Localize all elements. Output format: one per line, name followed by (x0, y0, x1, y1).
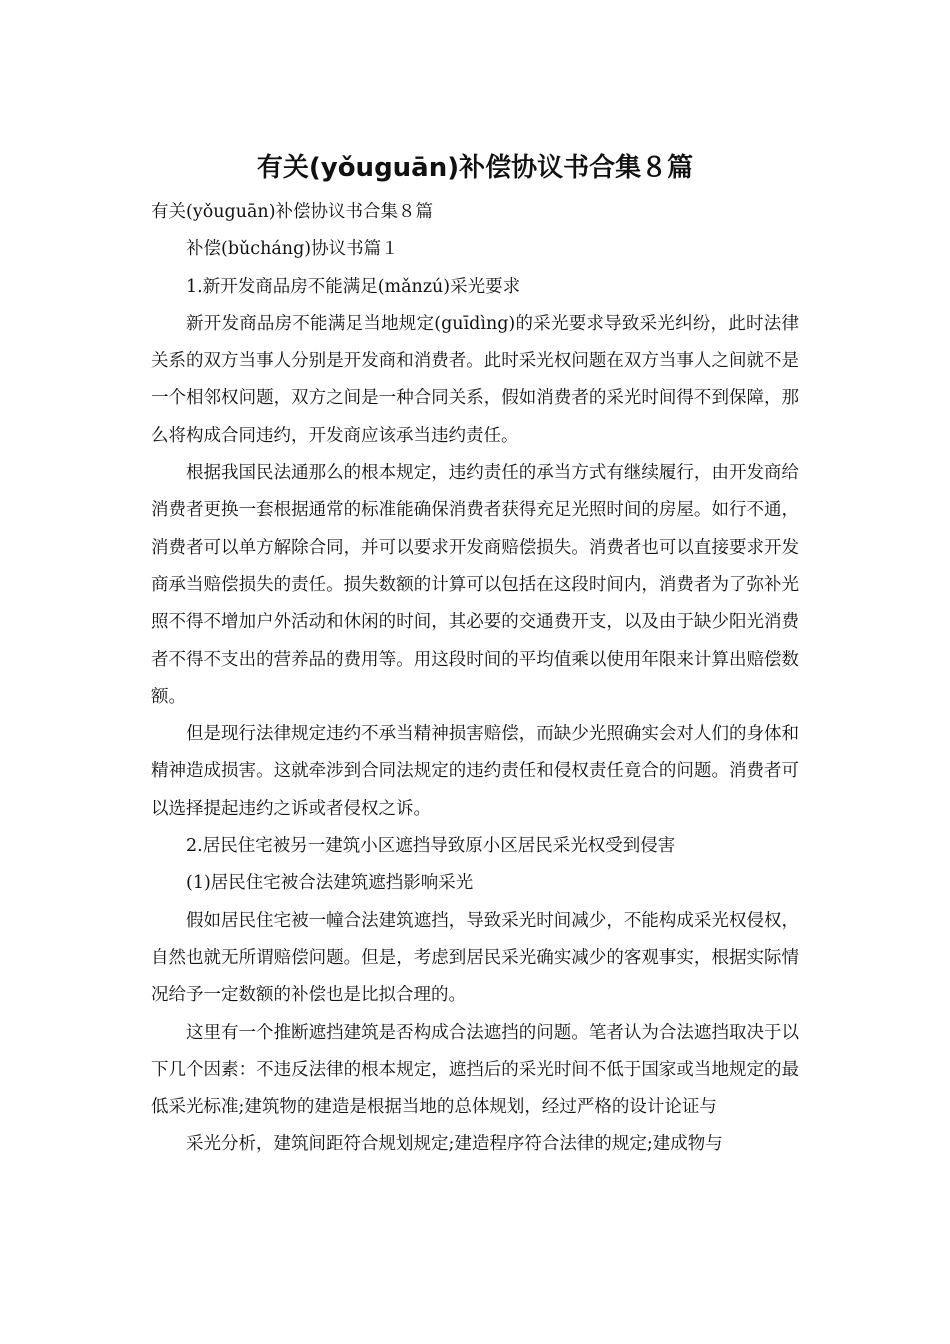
subsection-heading: (1)居民住宅被合法建筑遮挡影响采光 (186, 873, 474, 894)
section-heading: 补偿(bǔcháng)协议书篇１ (186, 239, 399, 260)
document-title: 有关(yǒuguān)补偿协议书合集８篇 (256, 153, 694, 183)
subsection-heading: 1.新开发商品房不能满足(mǎnzú)采光要求 (186, 276, 521, 297)
paragraph: 采光分析，建筑间距符合规划规定;建造程序符合法律的规定;建成物与 (186, 1134, 723, 1155)
paragraph: 新开发商品房不能满足当地规定(guīdìng)的采光要求导致采光纠纷，此时法律关系的双方当事人分别是开发商和消费者。此时采光权问题在双方当事人之间就不是一个相邻权问题，双方之间是一种合同关系，假如消费者的采光时间得不到保障，那么将构成合同违约，开发商应该承当违约责任。 (151, 313, 799, 446)
paragraph: 但是现行法律规定违约不承当精神损害赔偿，而缺少光照确实会对人们的身体和精神造成损害。这就牵涉到合同法规定的违约责任和侵权责任竟合的问题。消费者可以选择提起违约之诉或者侵权之诉。 (151, 724, 799, 819)
subsection-heading: 2.居民住宅被另一建筑小区遮挡导致原小区居民采光权受到侵害 (186, 836, 676, 857)
paragraph: 假如居民住宅被一幢合法建筑遮挡，导致采光时间减少，不能构成采光权侵权，自然也就无所谓赔偿问题。但是，考虑到居民采光确实减少的客观事实，根据实际情况给予一定数额的补偿也是比拟合理的。 (151, 910, 799, 1006)
paragraph: 根据我国民法通那么的根本规定，违约责任的承当方式有继续履行，由开发商给消费者更换一套根据通常的标准能确保消费者获得充足光照时间的房屋。如行不通，消费者可以单方解除合同，并可以要求开发商赔偿损失。消费者也可以直接要求开发商承当赔偿损失的责任。损失数额的计算可以包括在这段时间内，消费者为了弥补光照不得不增加户外活动和休闲的时间，其必要的交通费开支，以及由于缺少阳光消费者不得不支出的营养品的费用等。用这段时间的平均值乘以使用年限来计算出赔偿数额。 (151, 463, 799, 707)
subtitle-line: 有关(yǒuguān)补偿协议书合集８篇 (151, 202, 434, 222)
paragraph: 这里有一个推断遮挡建筑是否构成合法遮挡的问题。笔者认为合法遮挡取决于以下几个因素：不违反法律的根本规定，遮挡后的采光时间不低于国家或当地规定的最低采光标准;建筑物的建造是根据当地的总体规划，经过严格的设计论证与 (151, 1022, 799, 1118)
document-body (151, 194, 799, 1164)
